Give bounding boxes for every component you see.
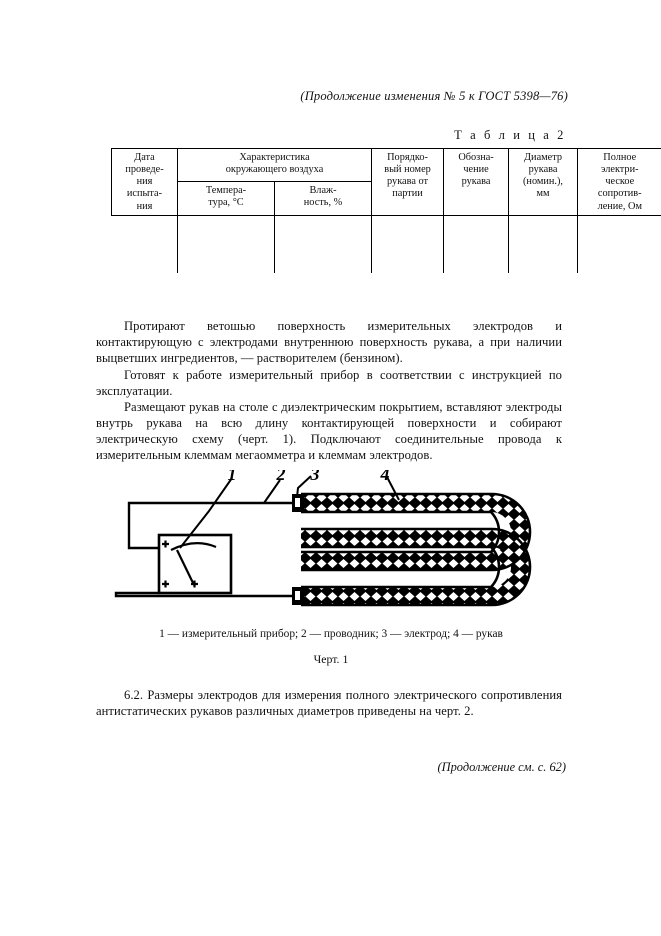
hose-part-4: [96, 470, 566, 630]
paragraph-electrode-sizes: 6.2. Размеры электродов для измерения полного электрического сопротивления антистатических рукавов различных диаметров приведены на черт. 2.: [96, 688, 562, 719]
td-humidity: [275, 215, 372, 273]
table-header-row-1: [112, 149, 661, 182]
paragraph-wipe-electrodes: Протирают ветошью поверхность измерительных электродов и контактирующую с электродами внутреннюю поверхность рукава, а при наличии выцветших ингредиентов, — растворителем (бензином).: [96, 319, 562, 366]
paragraph-place-hose: Размещают рукав на столе с диэлектрическим покрытием, вставляют электроды внутрь рукава на всю длину контактирующей поверхности и собирают электрическую схему (черт. 1). Подключают соединительные провода к измерительным клеммам мегаомметра и клеммам электродов.: [96, 400, 562, 463]
callout-1: 1: [227, 470, 237, 484]
td-temperature: [178, 215, 275, 273]
figure-measuring-scheme: [96, 470, 566, 630]
paragraph-prepare-instrument: Готовят к работе измерительный прибор в соответствии с инструкцией по эксплуатации.: [96, 368, 562, 399]
callout-4: 4: [380, 470, 390, 484]
td-serial: [372, 215, 444, 273]
th-air: Характеристика окружающего воздуха: [178, 149, 372, 182]
td-diameter: [509, 215, 578, 273]
th-date: Дата проведе- ния испыта- ния: [112, 149, 178, 216]
figure-legend: 1 — измерительный прибор; 2 — проводник; 3 — электрод; 4 — рукав: [159, 628, 503, 640]
table-caption: Т а б л и ц а 2: [454, 128, 566, 142]
measurement-table: [111, 148, 661, 273]
callout-3: 3: [310, 470, 320, 484]
data-table-wrapper: [111, 148, 642, 273]
continuation-note: (Продолжение см. с. 62): [437, 760, 566, 774]
td-date: [112, 215, 178, 273]
th-humidity: Влаж- ность, %: [275, 182, 372, 215]
table-row: [112, 215, 661, 273]
scheme-svg: [96, 470, 566, 630]
callout-2: 2: [276, 470, 286, 484]
figure-number: Черт. 1: [313, 652, 349, 666]
td-designation: [444, 215, 509, 273]
th-resistance: Полное электри- ческое сопротив- ление, Ом: [578, 149, 661, 216]
running-head: (Продолжение изменения № 5 к ГОСТ 5398—76): [300, 89, 568, 103]
th-temperature: Темпера- тура, °C: [178, 182, 275, 215]
th-designation: Обозна- чение рукава: [444, 149, 509, 216]
th-diameter: Диаметр рукава (номин.), мм: [509, 149, 578, 216]
th-serial: Порядко- вый номер рукава от партии: [372, 149, 444, 216]
td-resistance: [578, 215, 661, 273]
